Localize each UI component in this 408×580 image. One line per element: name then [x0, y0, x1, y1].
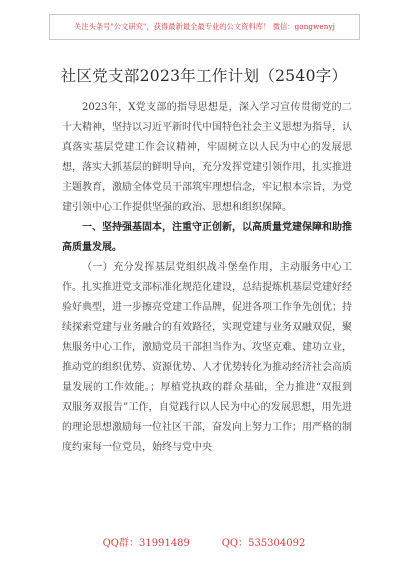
body-paragraph: （一）充分发挥基层党组织战斗堡垒作用，主动服务中心工作。扎实推进党支部标准化规范化建设，总结提炼机基层党建好经验好典型，进一步擦亮党建工作品牌，促进各项工作争先创优；持续探索党建与业务融合的有效路径，实现党建与业务双融双促，聚焦服务中心工作，激励党员干部担当作为、攻坚克难、建功立业，推动党的组织优势、资源优势、人才优势转化为推动经济社会高质量发展的工作效能。；厚植党执政的群众基础，全力推进“双报到双服务双报告”工作，自觉践行以人民为中心的发展思想，用先进的理论思想激励每一位社区干部，奋发向上努力工作；用严格的制度约束每一位党员，始终与党中央	[62, 262, 352, 453]
promo-banner	[49, 14, 360, 40]
document-title: 社区党支部2023年工作计划（2540字）	[60, 67, 348, 85]
qq-number: QQ：535304092	[221, 538, 306, 549]
promo-banner-text: 关注头条号"公文研究"，获得最新最全最专业的公文资料库！ 微信：gongwenyj	[74, 22, 335, 31]
contact-footer	[0, 534, 408, 549]
section-heading: 一、坚持强基固本，注重守正创新，以高质量党建保障和助推高质量发展。	[62, 222, 352, 253]
qq-group: QQ群：31991489	[102, 538, 190, 549]
intro-paragraph: 2023年，X党支部的指导思想是，深入学习宣传贯彻党的二十大精神，坚持以习近平新时代中国特色社会主义思想为指导，认真落实基层党建工作会议精神，牢固树立以人民为中心的发展思想，落实大抓基层的鲜明导向，充分发挥党建引领作用，扎实推进主题教育，激励全体党员干部筑牢理想信念，牢记根本宗旨，为党建引领中心工作提供坚强的政治、思想和组织保障。	[62, 102, 352, 213]
document-body	[62, 98, 352, 458]
